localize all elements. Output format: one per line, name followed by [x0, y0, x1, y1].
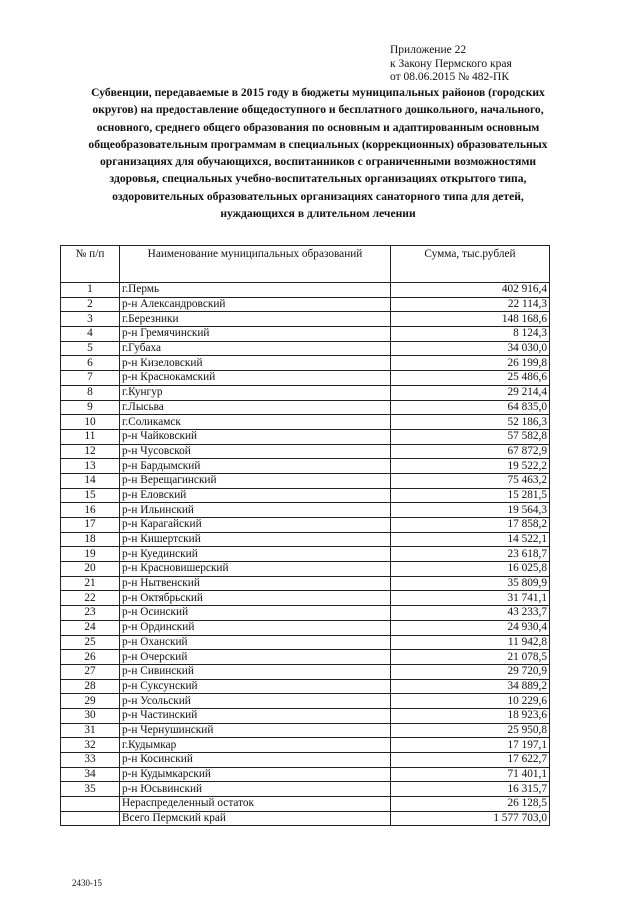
table-row [61, 606, 550, 621]
table-row [61, 576, 550, 591]
document-code: 2430-15 [72, 878, 102, 888]
subsidies-table [60, 245, 550, 826]
table-row [61, 341, 550, 356]
row-number: 29 [61, 694, 120, 709]
municipality-name: р-н Чернушинский [120, 723, 391, 738]
amount: 11 942,8 [391, 635, 550, 650]
municipality-name: р-н Чайковский [120, 429, 391, 444]
amount: 29 214,4 [391, 385, 550, 400]
amount: 17 622,7 [391, 753, 550, 768]
row-number: 5 [61, 341, 120, 356]
amount: 29 720,9 [391, 664, 550, 679]
municipality-name: г.Соликамск [120, 415, 391, 430]
row-number [61, 811, 120, 826]
municipality-name: р-н Нытвенский [120, 576, 391, 591]
amount: 75 463,2 [391, 473, 550, 488]
municipality-name: р-н Карагайский [120, 518, 391, 533]
table-row [61, 503, 550, 518]
amount: 17 197,1 [391, 738, 550, 753]
table-row [61, 753, 550, 768]
municipality-name: р-н Осинский [120, 606, 391, 621]
amount: 26 199,8 [391, 356, 550, 371]
municipality-name: р-н Суксунский [120, 679, 391, 694]
table-row [61, 738, 550, 753]
row-number: 14 [61, 473, 120, 488]
table-row [61, 297, 550, 312]
municipality-name: р-н Частинский [120, 708, 391, 723]
municipality-name: р-н Гремячинский [120, 327, 391, 342]
table-row [61, 371, 550, 386]
title-line: нуждающихся в длительном лечении [220, 207, 416, 221]
row-number: 34 [61, 767, 120, 782]
row-number: 8 [61, 385, 120, 400]
amount: 67 872,9 [391, 444, 550, 459]
amount: 21 078,5 [391, 650, 550, 665]
table-row [61, 591, 550, 606]
amount: 16 315,7 [391, 782, 550, 797]
document-title [70, 84, 566, 222]
municipality-name: р-н Куединский [120, 547, 391, 562]
row-number: 30 [61, 708, 120, 723]
row-number: 21 [61, 576, 120, 591]
municipality-name: р-н Ильинский [120, 503, 391, 518]
amount: 19 564,3 [391, 503, 550, 518]
municipality-name: р-н Еловский [120, 488, 391, 503]
title-line: организациях для обучающихся, воспитанников с ограниченными возможностями [99, 155, 537, 169]
amount: 43 233,7 [391, 606, 550, 621]
row-number: 25 [61, 635, 120, 650]
municipality-name: р-н Усольский [120, 694, 391, 709]
municipality-name: р-н Сивинский [120, 664, 391, 679]
table-row [61, 650, 550, 665]
table-header-row [61, 246, 550, 283]
row-number: 15 [61, 488, 120, 503]
municipality-name: р-н Кудымкарский [120, 767, 391, 782]
row-number: 23 [61, 606, 120, 621]
amount: 71 401,1 [391, 767, 550, 782]
municipality-name: р-н Оханский [120, 635, 391, 650]
municipality-name: р-н Бардымский [120, 459, 391, 474]
table-row [61, 562, 550, 577]
municipality-name: р-н Чусовской [120, 444, 391, 459]
row-number: 13 [61, 459, 120, 474]
municipality-name: Нераспределенный остаток [120, 797, 391, 812]
table-row [61, 547, 550, 562]
table-row [61, 532, 550, 547]
amount: 34 889,2 [391, 679, 550, 694]
row-number: 32 [61, 738, 120, 753]
amount: 18 923,6 [391, 708, 550, 723]
row-number: 33 [61, 753, 120, 768]
table-row [61, 635, 550, 650]
amount: 8 124,3 [391, 327, 550, 342]
row-number: 1 [61, 283, 120, 298]
table-row [61, 385, 550, 400]
table-row [61, 444, 550, 459]
table-row [61, 518, 550, 533]
municipality-name: г.Пермь [120, 283, 391, 298]
amount: 24 930,4 [391, 620, 550, 635]
table-row [61, 797, 550, 812]
row-number: 7 [61, 371, 120, 386]
table-row [61, 459, 550, 474]
amount: 57 582,8 [391, 429, 550, 444]
row-number: 4 [61, 327, 120, 342]
municipality-name: р-н Верещагинский [120, 473, 391, 488]
amount: 35 809,9 [391, 576, 550, 591]
table-row [61, 694, 550, 709]
table-row [61, 429, 550, 444]
amount: 19 522,2 [391, 459, 550, 474]
row-number: 28 [61, 679, 120, 694]
row-number: 11 [61, 429, 120, 444]
row-number: 24 [61, 620, 120, 635]
amount: 52 186,3 [391, 415, 550, 430]
amount: 16 025,8 [391, 562, 550, 577]
table-row [61, 283, 550, 298]
annex-date: от 08.06.2015 № 482-ПК [390, 71, 510, 83]
table-row [61, 473, 550, 488]
row-number: 3 [61, 312, 120, 327]
municipality-name: г.Губаха [120, 341, 391, 356]
title-line: основного, среднего общего образования по основным и адаптированным основным [96, 120, 540, 134]
header-name: Наименование муниципальных образований [120, 246, 391, 283]
municipality-name: р-н Кизеловский [120, 356, 391, 371]
amount: 10 229,6 [391, 694, 550, 709]
municipality-name: р-н Очерский [120, 650, 391, 665]
amount: 64 835,0 [391, 400, 550, 415]
row-number: 16 [61, 503, 120, 518]
amount: 1 577 703,0 [391, 811, 550, 826]
municipality-name: р-н Кишертский [120, 532, 391, 547]
amount: 31 741,1 [391, 591, 550, 606]
amount: 23 618,7 [391, 547, 550, 562]
municipality-name: р-н Октябрьский [120, 591, 391, 606]
municipality-name: г.Лысьва [120, 400, 391, 415]
table-row [61, 400, 550, 415]
row-number: 35 [61, 782, 120, 797]
title-line: округов) на предоставление общедоступного и бесплатного дошкольного, начального, [92, 103, 544, 117]
row-number: 6 [61, 356, 120, 371]
title-line: Субвенции, передаваемые в 2015 году в бюджеты муниципальных районов (городских [91, 86, 545, 99]
table-row [61, 664, 550, 679]
row-number: 2 [61, 297, 120, 312]
amount: 25 950,8 [391, 723, 550, 738]
row-number: 27 [61, 664, 120, 679]
municipality-name: р-н Ординский [120, 620, 391, 635]
row-number: 12 [61, 444, 120, 459]
municipality-name: р-н Юсьвинский [120, 782, 391, 797]
annex-law: к Закону Пермского края [390, 57, 512, 70]
municipality-name: р-н Косинский [120, 753, 391, 768]
annex-reference [390, 44, 512, 85]
header-sum: Сумма, тыс.рублей [391, 246, 550, 283]
municipality-name: г.Кунгур [120, 385, 391, 400]
amount: 22 114,3 [391, 297, 550, 312]
municipality-name: р-н Красновишерский [120, 562, 391, 577]
table-row [61, 708, 550, 723]
table-row [61, 312, 550, 327]
table-row [61, 782, 550, 797]
row-number: 19 [61, 547, 120, 562]
header-num: № п/п [61, 246, 120, 283]
row-number: 26 [61, 650, 120, 665]
title-line: здоровья, специальных учебно-воспитательных организациях открытого типа, [109, 172, 527, 186]
amount: 25 486,6 [391, 371, 550, 386]
title-line: общеобразовательным программам в специальных (коррекционных) образовательных [88, 137, 548, 151]
row-number: 17 [61, 518, 120, 533]
table-row [61, 356, 550, 371]
amount: 15 281,5 [391, 488, 550, 503]
table-row [61, 679, 550, 694]
row-number: 18 [61, 532, 120, 547]
table-row [61, 415, 550, 430]
annex-number: Приложение 22 [390, 44, 467, 56]
table-row [61, 767, 550, 782]
municipality-name: р-н Александровский [120, 297, 391, 312]
table-row [61, 723, 550, 738]
table-row [61, 620, 550, 635]
table-row [61, 327, 550, 342]
row-number: 31 [61, 723, 120, 738]
municipality-name: г.Березники [120, 312, 391, 327]
title-line: оздоровительных образовательных организациях санаторного типа для детей, [112, 189, 524, 203]
row-number: 22 [61, 591, 120, 606]
amount: 17 858,2 [391, 518, 550, 533]
table-row [61, 488, 550, 503]
table-row [61, 811, 550, 826]
amount: 34 030,0 [391, 341, 550, 356]
amount: 26 128,5 [391, 797, 550, 812]
amount: 402 916,4 [391, 283, 550, 298]
row-number: 10 [61, 415, 120, 430]
amount: 14 522,1 [391, 532, 550, 547]
municipality-name: р-н Краснокамский [120, 371, 391, 386]
row-number [61, 797, 120, 812]
row-number: 9 [61, 400, 120, 415]
amount: 148 168,6 [391, 312, 550, 327]
row-number: 20 [61, 562, 120, 577]
municipality-name: Всего Пермский край [120, 811, 391, 826]
municipality-name: г.Кудымкар [120, 738, 391, 753]
